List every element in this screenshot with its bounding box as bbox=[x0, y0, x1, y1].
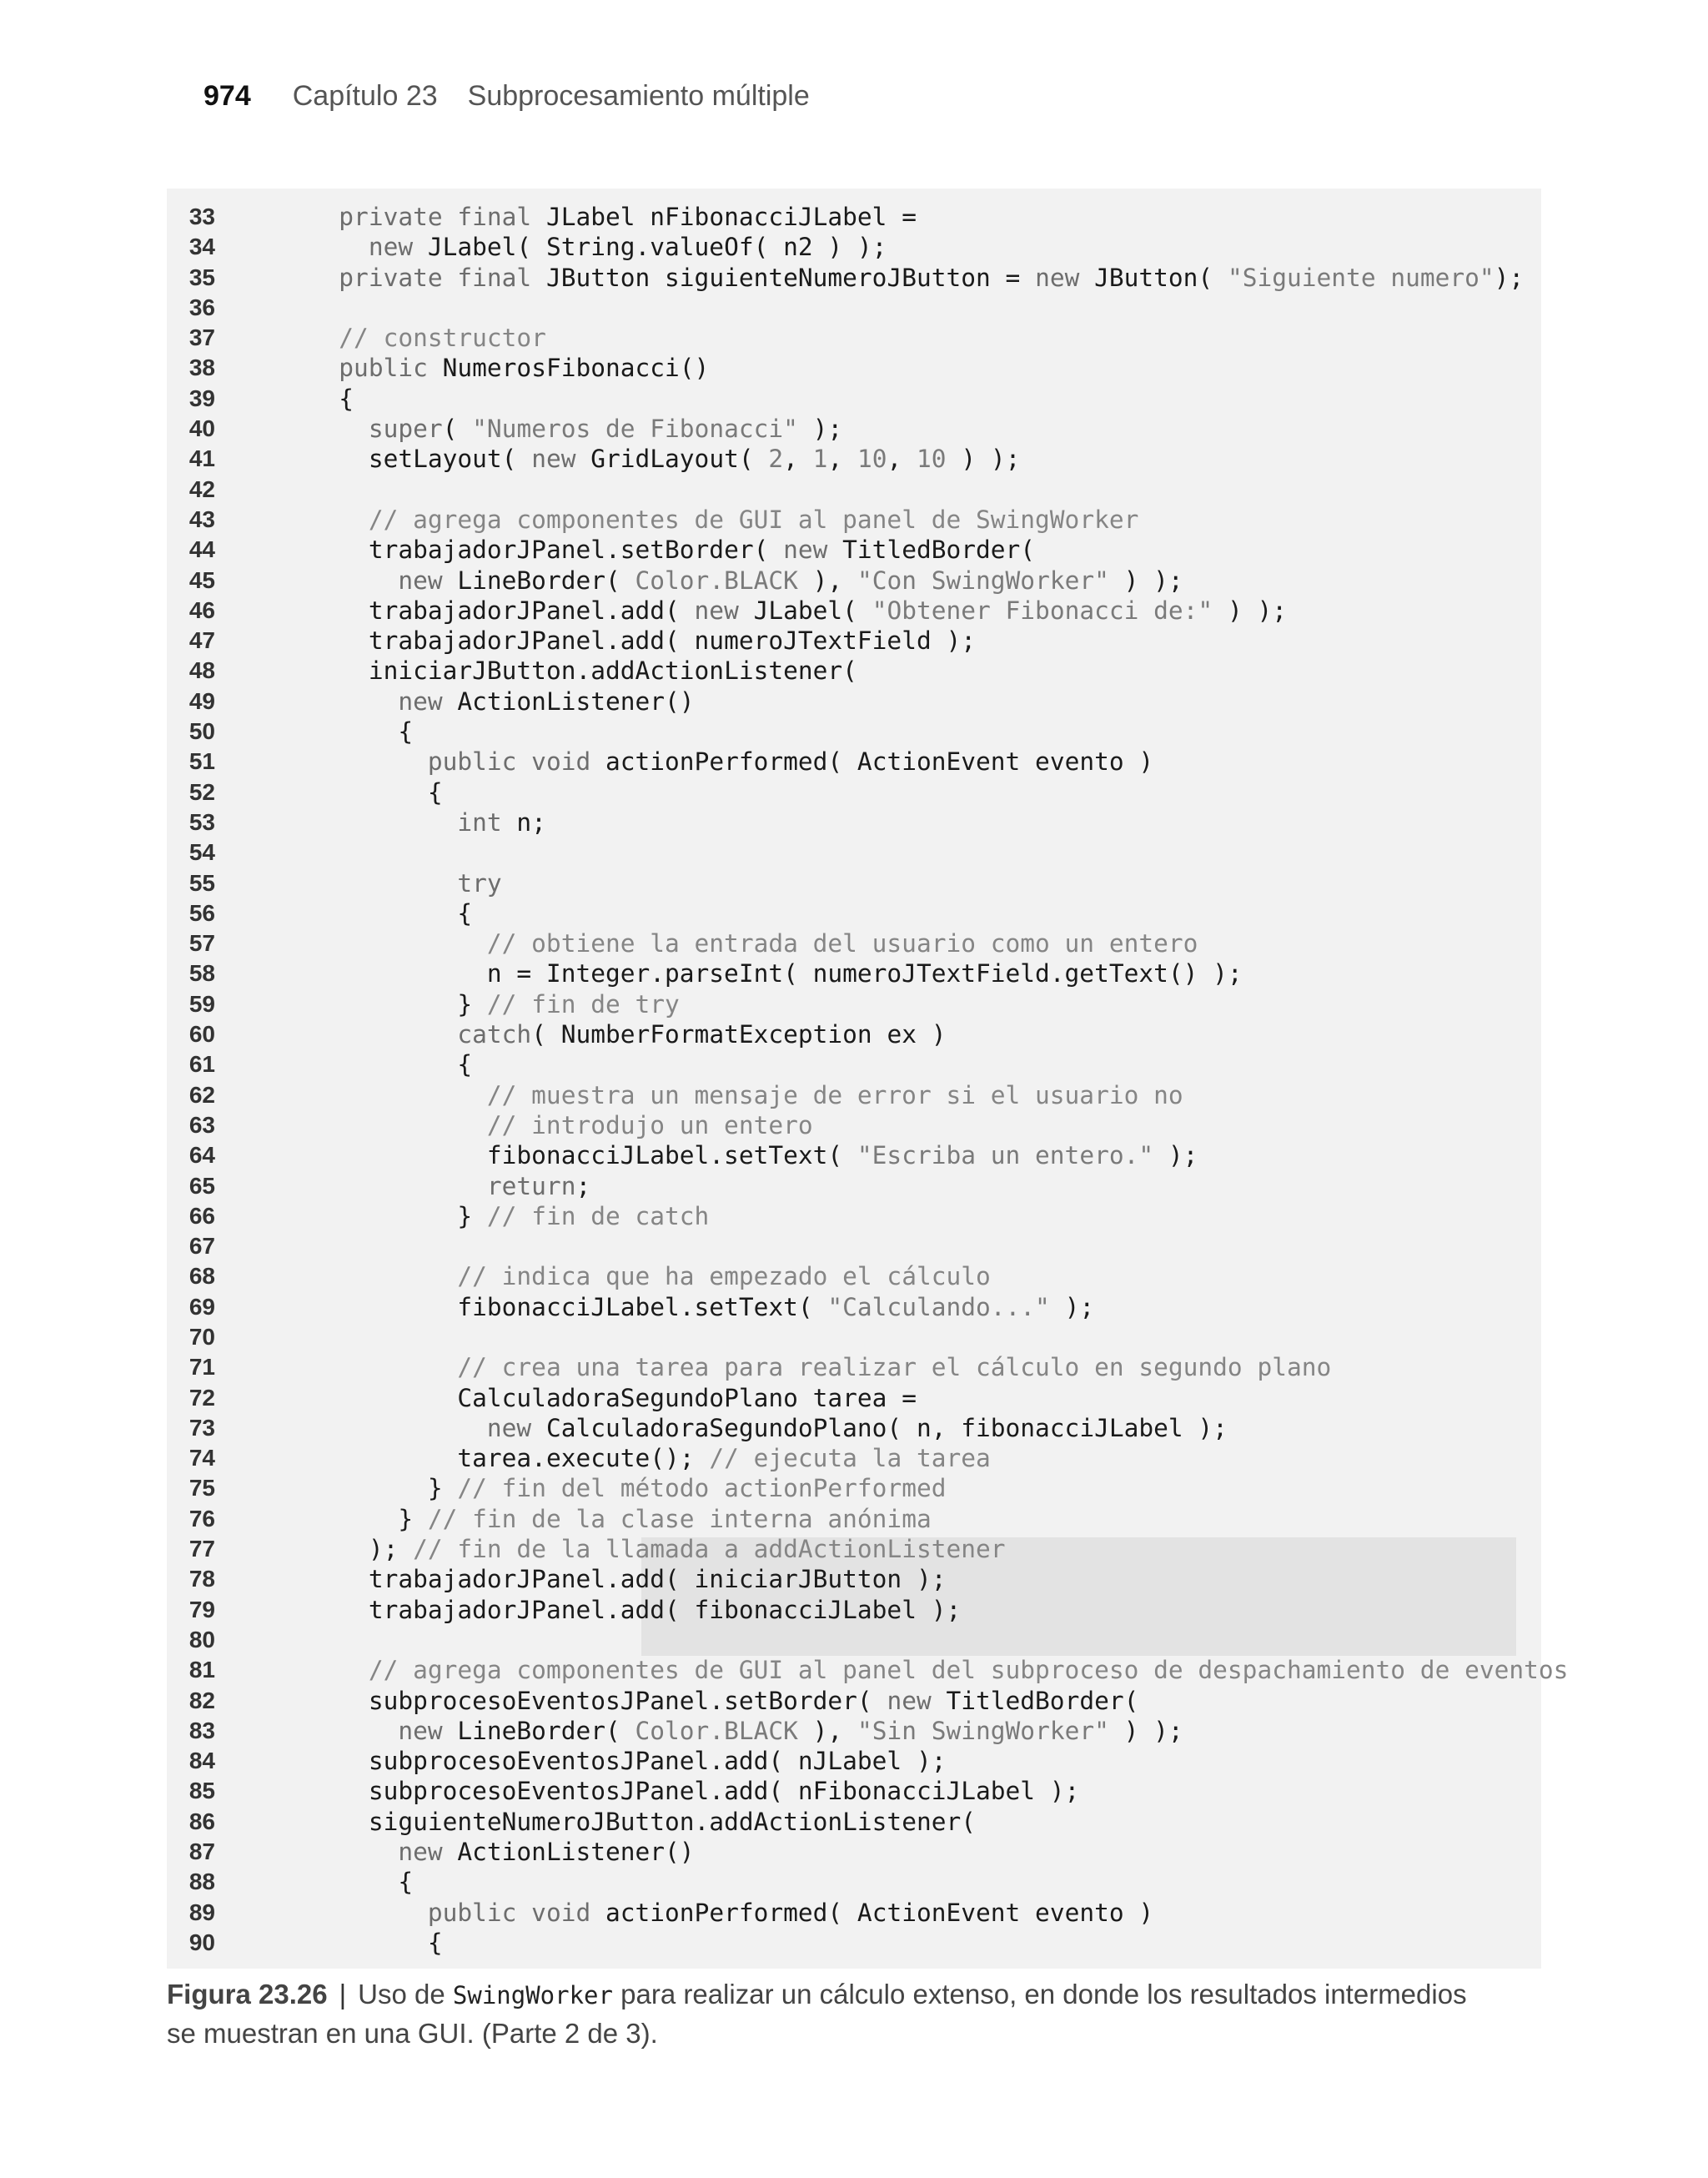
code-token: TitledBorder( bbox=[946, 1686, 1139, 1715]
code-line bbox=[167, 1019, 1541, 1049]
code-text bbox=[294, 807, 546, 837]
line-number: 56 bbox=[188, 899, 215, 926]
code-text bbox=[294, 1019, 946, 1049]
code-token: n = Integer.parseInt( numeroJTextField.getText() ); bbox=[486, 959, 1243, 988]
code-line bbox=[167, 535, 1541, 565]
line-number: 87 bbox=[188, 1838, 215, 1865]
code-line bbox=[167, 323, 1541, 353]
code-token: n; bbox=[516, 807, 546, 837]
code-line bbox=[167, 1595, 1541, 1625]
code-line bbox=[167, 566, 1541, 596]
code-line bbox=[167, 1807, 1541, 1837]
code-text bbox=[294, 1261, 991, 1291]
line-number: 52 bbox=[188, 778, 215, 805]
code-token: { bbox=[427, 777, 443, 807]
code-line bbox=[167, 232, 1541, 262]
code-text bbox=[294, 747, 1153, 777]
code-line bbox=[167, 475, 1541, 505]
code-token: new bbox=[398, 1838, 458, 1867]
caption-code-word: SwingWorker bbox=[452, 1981, 613, 2009]
code-line bbox=[167, 687, 1541, 717]
code-line bbox=[167, 293, 1541, 323]
code-text bbox=[294, 505, 1138, 535]
line-number: 90 bbox=[188, 1929, 215, 1955]
code-token: { bbox=[427, 1928, 443, 1957]
code-token: ; bbox=[575, 1171, 591, 1200]
code-text bbox=[294, 596, 1287, 626]
code-line bbox=[167, 1110, 1541, 1140]
code-text bbox=[294, 1595, 961, 1625]
code-line bbox=[167, 1837, 1541, 1867]
line-number: 49 bbox=[188, 687, 215, 714]
code-line bbox=[167, 807, 1541, 837]
code-token: catch bbox=[457, 1020, 532, 1049]
running-head bbox=[203, 80, 810, 113]
code-line bbox=[167, 1383, 1541, 1413]
line-number: 59 bbox=[188, 990, 215, 1017]
code-token: , bbox=[827, 445, 857, 474]
code-token: new bbox=[368, 233, 428, 262]
line-number: 51 bbox=[188, 748, 215, 775]
code-token: ); bbox=[1049, 1292, 1095, 1321]
caption-separator: | bbox=[339, 1979, 347, 2009]
line-number: 42 bbox=[188, 475, 215, 502]
code-token: ); bbox=[1494, 263, 1525, 292]
code-text bbox=[294, 353, 709, 383]
code-token: ActionListener() bbox=[457, 1838, 695, 1867]
code-line bbox=[167, 1776, 1541, 1806]
code-line bbox=[167, 1231, 1541, 1261]
code-text bbox=[294, 1837, 695, 1867]
code-text bbox=[294, 566, 1183, 596]
code-line bbox=[167, 898, 1541, 928]
code-token: subprocesoEventosJPanel.add( nJLabel ); bbox=[368, 1747, 947, 1776]
code-text bbox=[294, 928, 1198, 958]
code-line bbox=[167, 1867, 1541, 1897]
code-text bbox=[294, 1746, 946, 1776]
code-token: new bbox=[398, 1716, 458, 1745]
line-number: 78 bbox=[188, 1566, 215, 1592]
code-line bbox=[167, 1564, 1541, 1594]
code-token: // agrega componentes de GUI al panel del subproceso de despachamiento de eventos bbox=[368, 1656, 1569, 1685]
code-token: // ejecuta la tarea bbox=[709, 1444, 991, 1473]
code-text bbox=[294, 898, 472, 928]
code-text bbox=[294, 202, 917, 232]
code-text bbox=[294, 384, 354, 414]
code-line bbox=[167, 1171, 1541, 1201]
code-token: ) ); bbox=[1108, 1716, 1183, 1745]
line-number: 36 bbox=[188, 294, 215, 320]
code-token: 2 bbox=[768, 445, 784, 474]
figure-label: Figura 23.26 bbox=[167, 1979, 328, 2009]
code-text bbox=[294, 1413, 1228, 1443]
code-token: ), bbox=[797, 1716, 857, 1745]
line-number: 60 bbox=[188, 1021, 215, 1048]
code-text bbox=[294, 687, 695, 717]
code-line bbox=[167, 1261, 1541, 1291]
line-number: 46 bbox=[188, 596, 215, 623]
code-text bbox=[294, 1807, 976, 1837]
code-token: // fin de try bbox=[486, 989, 680, 1019]
line-number: 61 bbox=[188, 1051, 215, 1078]
code-token: ); bbox=[1153, 1141, 1198, 1170]
code-text bbox=[294, 414, 842, 444]
code-text bbox=[294, 1686, 1138, 1716]
code-token: ) ); bbox=[1108, 566, 1183, 595]
code-token: ActionListener() bbox=[457, 687, 695, 716]
code-token: public bbox=[339, 354, 443, 383]
code-line bbox=[167, 414, 1541, 444]
code-text bbox=[294, 1110, 813, 1140]
line-number: 68 bbox=[188, 1263, 215, 1290]
code-line bbox=[167, 1625, 1541, 1655]
code-line bbox=[167, 1746, 1541, 1776]
code-token: } bbox=[398, 1504, 428, 1533]
code-line bbox=[167, 1716, 1541, 1746]
code-token: new bbox=[783, 536, 843, 565]
code-text bbox=[294, 1867, 413, 1897]
code-token: { bbox=[339, 384, 354, 413]
code-text bbox=[294, 1352, 1331, 1382]
code-token: { bbox=[398, 717, 414, 747]
line-number: 34 bbox=[188, 234, 215, 260]
code-line bbox=[167, 1504, 1541, 1534]
code-token: ) ); bbox=[946, 445, 1021, 474]
code-line bbox=[167, 626, 1541, 656]
code-line bbox=[167, 1201, 1541, 1231]
code-text bbox=[294, 1776, 1079, 1806]
code-token: // obtiene la entrada del usuario como un entero bbox=[486, 929, 1198, 958]
code-text bbox=[294, 1564, 946, 1594]
code-text bbox=[294, 958, 1243, 988]
code-token: try bbox=[457, 868, 502, 898]
code-token: LineBorder( bbox=[457, 566, 635, 595]
code-line bbox=[167, 505, 1541, 535]
code-text bbox=[294, 263, 1524, 293]
code-token: // fin del método actionPerformed bbox=[457, 1474, 947, 1503]
code-token: actionPerformed( ActionEvent evento ) bbox=[605, 1898, 1154, 1927]
code-token: // introdujo un entero bbox=[486, 1110, 813, 1139]
code-token: trabajadorJPanel.add( numeroJTextField ); bbox=[368, 626, 976, 656]
code-line bbox=[167, 444, 1541, 474]
code-line bbox=[167, 747, 1541, 777]
code-listing bbox=[167, 202, 1569, 1958]
code-text bbox=[294, 1140, 1198, 1170]
code-token: "Siguiente numero" bbox=[1227, 263, 1494, 292]
code-line bbox=[167, 384, 1541, 414]
line-number: 63 bbox=[188, 1111, 215, 1138]
code-line bbox=[167, 1928, 1541, 1958]
line-number: 72 bbox=[188, 1384, 215, 1411]
code-token: , bbox=[783, 445, 813, 474]
code-line bbox=[167, 1140, 1541, 1170]
code-text bbox=[294, 1716, 1183, 1746]
code-token: JLabel( bbox=[753, 596, 872, 625]
code-token: NumerosFibonacci() bbox=[442, 354, 710, 383]
code-text bbox=[294, 1292, 1094, 1322]
code-token: subprocesoEventosJPanel.add( nFibonacciJLabel ); bbox=[368, 1777, 1080, 1806]
line-number: 71 bbox=[188, 1354, 215, 1381]
code-text bbox=[294, 1201, 709, 1231]
code-token: private final bbox=[339, 263, 546, 292]
code-token: // fin de la llamada a addActionListener bbox=[413, 1535, 1006, 1564]
code-token: JButton( bbox=[1094, 263, 1228, 292]
code-token: iniciarJButton.addActionListener( bbox=[368, 656, 857, 686]
code-line bbox=[167, 1898, 1541, 1928]
code-token: "Sin SwingWorker" bbox=[857, 1716, 1109, 1745]
line-number: 79 bbox=[188, 1596, 215, 1622]
line-number: 66 bbox=[188, 1202, 215, 1229]
code-text bbox=[294, 444, 1020, 474]
code-line bbox=[167, 1322, 1541, 1352]
line-number: 75 bbox=[188, 1475, 215, 1501]
line-number: 65 bbox=[188, 1172, 215, 1199]
code-text bbox=[294, 1080, 1183, 1110]
code-token: "Con SwingWorker" bbox=[857, 566, 1109, 595]
line-number: 55 bbox=[188, 869, 215, 896]
code-text bbox=[294, 1898, 1153, 1928]
code-token: setLayout( bbox=[368, 445, 532, 474]
code-line bbox=[167, 958, 1541, 988]
code-token: siguienteNumeroJButton.addActionListener( bbox=[368, 1807, 976, 1836]
line-number: 81 bbox=[188, 1657, 215, 1683]
code-text bbox=[294, 626, 976, 656]
code-token: new bbox=[531, 445, 591, 474]
line-number: 48 bbox=[188, 657, 215, 684]
code-token: ); bbox=[797, 415, 843, 444]
code-token: 10 bbox=[857, 445, 887, 474]
line-number: 73 bbox=[188, 1414, 215, 1441]
line-number: 83 bbox=[188, 1717, 215, 1743]
code-line bbox=[167, 717, 1541, 747]
line-number: 67 bbox=[188, 1233, 215, 1260]
code-line bbox=[167, 1443, 1541, 1473]
code-token: { bbox=[398, 1868, 414, 1897]
code-line bbox=[167, 1292, 1541, 1322]
code-token: new bbox=[398, 687, 458, 716]
code-token: } bbox=[457, 1201, 487, 1230]
line-number: 86 bbox=[188, 1808, 215, 1834]
code-token: return bbox=[486, 1171, 576, 1200]
line-number: 80 bbox=[188, 1626, 215, 1652]
code-line bbox=[167, 1352, 1541, 1382]
line-number: 54 bbox=[188, 839, 215, 866]
code-line bbox=[167, 1413, 1541, 1443]
code-line bbox=[167, 1686, 1541, 1716]
code-line bbox=[167, 353, 1541, 383]
code-token: public void bbox=[427, 1898, 605, 1927]
code-token: JLabel( String.valueOf( n2 ) ); bbox=[427, 233, 887, 262]
line-number: 82 bbox=[188, 1687, 215, 1713]
code-text bbox=[294, 1655, 1568, 1685]
code-token: trabajadorJPanel.setBorder( bbox=[368, 536, 784, 565]
code-token: ); bbox=[368, 1535, 414, 1564]
code-token: JLabel nFibonacciJLabel = bbox=[545, 203, 917, 231]
code-token: 1 bbox=[812, 445, 828, 474]
code-line bbox=[167, 928, 1541, 958]
code-token: trabajadorJPanel.add( iniciarJButton ); bbox=[368, 1565, 947, 1594]
code-token: // fin de catch bbox=[486, 1201, 710, 1230]
code-token: // fin de la clase interna anónima bbox=[427, 1504, 932, 1533]
line-number: 33 bbox=[188, 204, 215, 229]
code-token: ), bbox=[797, 566, 857, 595]
code-token: } bbox=[427, 1474, 458, 1503]
line-number: 53 bbox=[188, 808, 215, 835]
caption-text-before: Uso de bbox=[358, 1979, 445, 2009]
code-text bbox=[294, 232, 887, 262]
code-token: subprocesoEventosJPanel.setBorder( bbox=[368, 1686, 887, 1715]
chapter-label: Capítulo 23 bbox=[292, 80, 438, 112]
line-number: 84 bbox=[188, 1748, 215, 1774]
code-line bbox=[167, 656, 1541, 686]
code-token: trabajadorJPanel.add( fibonacciJLabel ); bbox=[368, 1595, 962, 1624]
code-text bbox=[294, 1534, 1006, 1564]
code-token: Color.BLACK bbox=[635, 566, 798, 595]
line-number: 43 bbox=[188, 506, 215, 532]
code-token: // agrega componentes de GUI al panel de SwingWorker bbox=[368, 505, 1139, 534]
code-token: trabajadorJPanel.add( bbox=[368, 596, 695, 625]
code-text bbox=[294, 656, 857, 686]
code-token: tarea.execute(); bbox=[457, 1444, 710, 1473]
line-number: 39 bbox=[188, 385, 215, 411]
code-token: "Escriba un entero." bbox=[857, 1141, 1154, 1170]
line-number: 76 bbox=[188, 1505, 215, 1532]
code-token: // crea una tarea para realizar el cálculo en segundo plano bbox=[457, 1353, 1332, 1382]
code-listing-panel bbox=[167, 189, 1569, 1969]
code-text bbox=[294, 777, 443, 807]
line-number: 74 bbox=[188, 1445, 215, 1471]
code-line bbox=[167, 989, 1541, 1019]
code-text bbox=[294, 717, 413, 747]
code-text bbox=[294, 1504, 932, 1534]
code-token: JButton siguienteNumeroJButton = bbox=[545, 263, 1036, 292]
line-number: 40 bbox=[188, 415, 215, 442]
code-token: new bbox=[887, 1686, 947, 1715]
code-token: LineBorder( bbox=[457, 1716, 635, 1745]
code-line bbox=[167, 1080, 1541, 1110]
code-token: 10 bbox=[917, 445, 947, 474]
code-token: actionPerformed( ActionEvent evento ) bbox=[605, 747, 1154, 777]
line-number: 50 bbox=[188, 718, 215, 745]
code-token: CalculadoraSegundoPlano tarea = bbox=[457, 1383, 917, 1412]
line-number: 69 bbox=[188, 1293, 215, 1320]
code-token: GridLayout( bbox=[590, 445, 769, 474]
code-text bbox=[294, 868, 502, 898]
code-token: public void bbox=[427, 747, 605, 777]
code-token: TitledBorder( bbox=[842, 536, 1036, 565]
line-number: 58 bbox=[188, 960, 215, 987]
code-token: "Numeros de Fibonacci" bbox=[472, 415, 798, 444]
line-number: 35 bbox=[188, 264, 215, 290]
line-number: 64 bbox=[188, 1142, 215, 1169]
line-number: 38 bbox=[188, 355, 215, 381]
code-text bbox=[294, 1443, 991, 1473]
code-token: Color.BLACK bbox=[635, 1716, 798, 1745]
code-token: { bbox=[457, 898, 473, 928]
code-text bbox=[294, 1049, 472, 1079]
line-number: 37 bbox=[188, 324, 215, 351]
code-line bbox=[167, 1049, 1541, 1079]
code-token: } bbox=[457, 989, 487, 1019]
line-number: 88 bbox=[188, 1869, 215, 1895]
code-token: fibonacciJLabel.setText( bbox=[486, 1141, 857, 1170]
code-text bbox=[294, 1383, 917, 1413]
line-number: 70 bbox=[188, 1323, 215, 1350]
caption-text-after: para realizar un cálculo extenso, en donde los resultados intermedios se muestran en una GUI. (Parte 2 de 3). bbox=[167, 1979, 1467, 2049]
figure-caption bbox=[167, 1975, 1468, 2053]
code-line bbox=[167, 1534, 1541, 1564]
code-token: new bbox=[398, 566, 458, 595]
code-token: CalculadoraSegundoPlano( n, fibonacciJLabel ); bbox=[545, 1413, 1228, 1442]
line-number: 89 bbox=[188, 1899, 215, 1925]
code-token: { bbox=[457, 1050, 473, 1079]
line-number: 44 bbox=[188, 536, 215, 563]
line-number: 41 bbox=[188, 445, 215, 472]
line-number: 85 bbox=[188, 1778, 215, 1804]
code-text bbox=[294, 1473, 947, 1503]
code-line bbox=[167, 837, 1541, 868]
line-number: 62 bbox=[188, 1081, 215, 1108]
code-token: new bbox=[486, 1413, 546, 1442]
line-number: 47 bbox=[188, 627, 215, 654]
code-text bbox=[294, 1928, 443, 1958]
code-token: , bbox=[887, 445, 917, 474]
code-token: private final bbox=[339, 203, 546, 231]
code-token: ( bbox=[442, 415, 473, 444]
code-text bbox=[294, 989, 680, 1019]
code-line bbox=[167, 777, 1541, 807]
code-token: ) ); bbox=[1213, 596, 1287, 625]
code-token: fibonacciJLabel.setText( bbox=[457, 1292, 828, 1321]
page-number: 974 bbox=[203, 80, 251, 112]
line-number: 45 bbox=[188, 566, 215, 593]
code-line bbox=[167, 596, 1541, 626]
code-line bbox=[167, 263, 1541, 293]
code-token: "Calculando..." bbox=[827, 1292, 1050, 1321]
chapter-title: Subprocesamiento múltiple bbox=[467, 80, 810, 112]
line-number: 57 bbox=[188, 930, 215, 957]
code-text bbox=[294, 1171, 590, 1201]
code-token: new bbox=[694, 596, 754, 625]
code-token: // constructor bbox=[339, 324, 546, 353]
code-line bbox=[167, 1473, 1541, 1503]
code-token: // muestra un mensaje de error si el usuario no bbox=[486, 1080, 1183, 1109]
code-token: ( NumberFormatException ex ) bbox=[531, 1020, 947, 1049]
code-line bbox=[167, 202, 1541, 232]
code-line bbox=[167, 1655, 1569, 1685]
code-text bbox=[294, 323, 546, 353]
code-text bbox=[294, 535, 1035, 565]
code-token: "Obtener Fibonacci de:" bbox=[872, 596, 1213, 625]
code-token: int bbox=[457, 807, 517, 837]
code-line bbox=[167, 868, 1541, 898]
code-token: // indica que ha empezado el cálculo bbox=[457, 1262, 991, 1291]
code-token: new bbox=[1035, 263, 1095, 292]
line-number: 77 bbox=[188, 1536, 215, 1562]
code-token: super bbox=[368, 415, 443, 444]
